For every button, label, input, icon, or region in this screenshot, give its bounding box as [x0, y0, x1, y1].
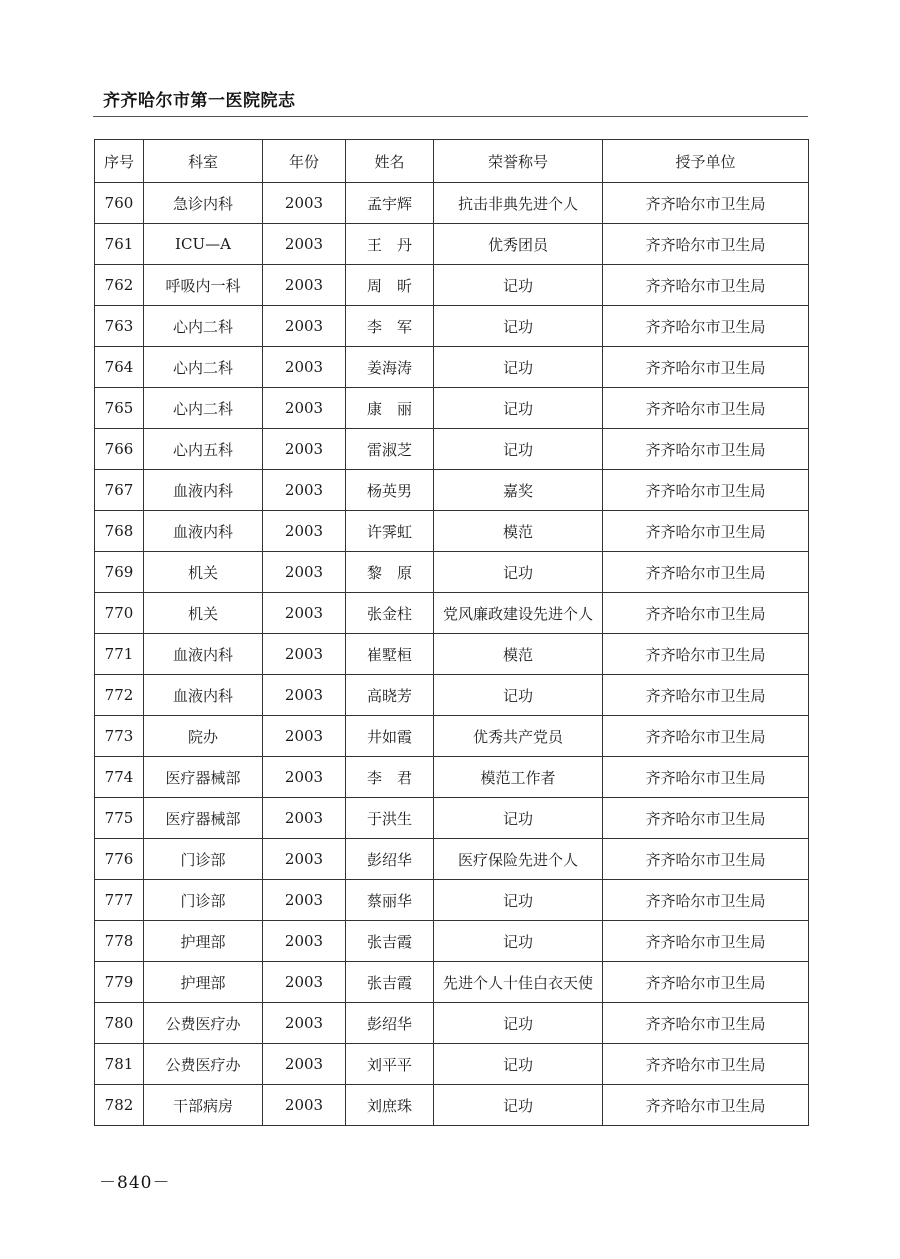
cell-name: 刘平平 [346, 1044, 434, 1085]
cell-name: 井如霞 [346, 716, 434, 757]
cell-department: 机关 [144, 552, 263, 593]
cell-honor-title: 记功 [434, 1003, 603, 1044]
cell-serial: 766 [95, 429, 144, 470]
cell-department: 门诊部 [144, 839, 263, 880]
cell-serial: 778 [95, 921, 144, 962]
cell-serial: 771 [95, 634, 144, 675]
cell-name: 崔墅桓 [346, 634, 434, 675]
cell-name: 周 昕 [346, 265, 434, 306]
cell-year: 2003 [263, 511, 346, 552]
cell-department: 机关 [144, 593, 263, 634]
cell-serial: 777 [95, 880, 144, 921]
cell-name: 于洪生 [346, 798, 434, 839]
running-head: 齐齐哈尔市第一医院院志 [103, 91, 296, 111]
cell-awarding-unit: 齐齐哈尔市卫生局 [603, 552, 809, 593]
cell-department: 护理部 [144, 962, 263, 1003]
cell-serial: 763 [95, 306, 144, 347]
cell-awarding-unit: 齐齐哈尔市卫生局 [603, 839, 809, 880]
cell-awarding-unit: 齐齐哈尔市卫生局 [603, 224, 809, 265]
table-body [95, 183, 809, 1126]
cell-honor-title: 记功 [434, 1044, 603, 1085]
cell-honor-title: 记功 [434, 675, 603, 716]
cell-honor-title: 党风廉政建设先进个人 [434, 593, 603, 634]
table-row [95, 962, 809, 1003]
cell-serial: 764 [95, 347, 144, 388]
cell-serial: 761 [95, 224, 144, 265]
table-row [95, 388, 809, 429]
cell-serial: 781 [95, 1044, 144, 1085]
cell-serial: 773 [95, 716, 144, 757]
cell-name: 雷淑芝 [346, 429, 434, 470]
cell-department: 公费医疗办 [144, 1003, 263, 1044]
cell-serial: 770 [95, 593, 144, 634]
table-row [95, 224, 809, 265]
table-row [95, 757, 809, 798]
cell-awarding-unit: 齐齐哈尔市卫生局 [603, 265, 809, 306]
header-awarding-unit: 授予单位 [603, 140, 809, 183]
cell-serial: 760 [95, 183, 144, 224]
table-header-row [95, 140, 809, 183]
table-row [95, 306, 809, 347]
cell-year: 2003 [263, 429, 346, 470]
cell-awarding-unit: 齐齐哈尔市卫生局 [603, 880, 809, 921]
cell-department: 心内二科 [144, 388, 263, 429]
cell-name: 王 丹 [346, 224, 434, 265]
header-year: 年份 [263, 140, 346, 183]
cell-awarding-unit: 齐齐哈尔市卫生局 [603, 675, 809, 716]
cell-year: 2003 [263, 839, 346, 880]
table-row [95, 429, 809, 470]
cell-year: 2003 [263, 1003, 346, 1044]
cell-awarding-unit: 齐齐哈尔市卫生局 [603, 798, 809, 839]
cell-year: 2003 [263, 183, 346, 224]
cell-department: 院办 [144, 716, 263, 757]
cell-year: 2003 [263, 921, 346, 962]
cell-year: 2003 [263, 675, 346, 716]
cell-name: 刘庶珠 [346, 1085, 434, 1126]
cell-honor-title: 记功 [434, 265, 603, 306]
cell-honor-title: 模范 [434, 511, 603, 552]
cell-department: 呼吸内一科 [144, 265, 263, 306]
table-row [95, 593, 809, 634]
cell-awarding-unit: 齐齐哈尔市卫生局 [603, 388, 809, 429]
table-row [95, 347, 809, 388]
cell-awarding-unit: 齐齐哈尔市卫生局 [603, 1085, 809, 1126]
honor-table [94, 139, 809, 1126]
cell-honor-title: 模范 [434, 634, 603, 675]
cell-year: 2003 [263, 552, 346, 593]
header-honor-title: 荣誉称号 [434, 140, 603, 183]
cell-awarding-unit: 齐齐哈尔市卫生局 [603, 962, 809, 1003]
table-row [95, 511, 809, 552]
cell-honor-title: 记功 [434, 1085, 603, 1126]
cell-serial: 780 [95, 1003, 144, 1044]
cell-awarding-unit: 齐齐哈尔市卫生局 [603, 511, 809, 552]
table-row [95, 798, 809, 839]
cell-serial: 776 [95, 839, 144, 880]
table-row [95, 1085, 809, 1126]
cell-department: 血液内科 [144, 634, 263, 675]
table-row [95, 634, 809, 675]
cell-honor-title: 记功 [434, 388, 603, 429]
cell-department: 医疗器械部 [144, 798, 263, 839]
cell-honor-title: 优秀共产党员 [434, 716, 603, 757]
cell-awarding-unit: 齐齐哈尔市卫生局 [603, 1003, 809, 1044]
cell-honor-title: 抗击非典先进个人 [434, 183, 603, 224]
cell-name: 黎 原 [346, 552, 434, 593]
cell-department: 干部病房 [144, 1085, 263, 1126]
cell-name: 杨英男 [346, 470, 434, 511]
cell-serial: 775 [95, 798, 144, 839]
header-name: 姓名 [346, 140, 434, 183]
cell-awarding-unit: 齐齐哈尔市卫生局 [603, 1044, 809, 1085]
table-row [95, 1044, 809, 1085]
cell-department: 公费医疗办 [144, 1044, 263, 1085]
cell-year: 2003 [263, 962, 346, 1003]
cell-honor-title: 记功 [434, 347, 603, 388]
cell-honor-title: 记功 [434, 880, 603, 921]
cell-name: 张金柱 [346, 593, 434, 634]
cell-honor-title: 医疗保险先进个人 [434, 839, 603, 880]
cell-awarding-unit: 齐齐哈尔市卫生局 [603, 306, 809, 347]
cell-year: 2003 [263, 798, 346, 839]
cell-department: 血液内科 [144, 675, 263, 716]
cell-name: 高晓芳 [346, 675, 434, 716]
cell-honor-title: 记功 [434, 552, 603, 593]
table-row [95, 1003, 809, 1044]
cell-department: 护理部 [144, 921, 263, 962]
cell-name: 李 军 [346, 306, 434, 347]
cell-department: 血液内科 [144, 511, 263, 552]
table-row [95, 839, 809, 880]
cell-serial: 769 [95, 552, 144, 593]
header-department: 科室 [144, 140, 263, 183]
table-row [95, 921, 809, 962]
table-row [95, 183, 809, 224]
cell-serial: 782 [95, 1085, 144, 1126]
cell-awarding-unit: 齐齐哈尔市卫生局 [603, 183, 809, 224]
cell-awarding-unit: 齐齐哈尔市卫生局 [603, 429, 809, 470]
cell-department: 心内二科 [144, 306, 263, 347]
cell-department: 心内二科 [144, 347, 263, 388]
cell-awarding-unit: 齐齐哈尔市卫生局 [603, 921, 809, 962]
cell-department: ICU—A [144, 224, 263, 265]
cell-serial: 768 [95, 511, 144, 552]
cell-awarding-unit: 齐齐哈尔市卫生局 [603, 593, 809, 634]
header-rule [93, 116, 808, 117]
cell-serial: 772 [95, 675, 144, 716]
cell-year: 2003 [263, 1085, 346, 1126]
cell-name: 孟宇辉 [346, 183, 434, 224]
cell-honor-title: 先进个人十佳白衣天使 [434, 962, 603, 1003]
cell-name: 彭绍华 [346, 1003, 434, 1044]
table-row [95, 675, 809, 716]
cell-name: 李 君 [346, 757, 434, 798]
cell-name: 张吉霞 [346, 962, 434, 1003]
cell-year: 2003 [263, 224, 346, 265]
cell-year: 2003 [263, 388, 346, 429]
cell-year: 2003 [263, 880, 346, 921]
cell-year: 2003 [263, 716, 346, 757]
cell-department: 门诊部 [144, 880, 263, 921]
page-number: －840－ [99, 1173, 171, 1193]
cell-awarding-unit: 齐齐哈尔市卫生局 [603, 716, 809, 757]
cell-awarding-unit: 齐齐哈尔市卫生局 [603, 634, 809, 675]
cell-department: 血液内科 [144, 470, 263, 511]
cell-serial: 774 [95, 757, 144, 798]
header-serial: 序号 [95, 140, 144, 183]
cell-awarding-unit: 齐齐哈尔市卫生局 [603, 757, 809, 798]
cell-name: 姜海涛 [346, 347, 434, 388]
cell-name: 蔡丽华 [346, 880, 434, 921]
cell-honor-title: 嘉奖 [434, 470, 603, 511]
cell-honor-title: 记功 [434, 798, 603, 839]
cell-name: 康 丽 [346, 388, 434, 429]
cell-honor-title: 记功 [434, 921, 603, 962]
cell-name: 张吉霞 [346, 921, 434, 962]
cell-year: 2003 [263, 1044, 346, 1085]
cell-year: 2003 [263, 470, 346, 511]
cell-awarding-unit: 齐齐哈尔市卫生局 [603, 470, 809, 511]
cell-honor-title: 模范工作者 [434, 757, 603, 798]
cell-awarding-unit: 齐齐哈尔市卫生局 [603, 347, 809, 388]
cell-name: 许霁虹 [346, 511, 434, 552]
table-row [95, 880, 809, 921]
table-row [95, 265, 809, 306]
cell-year: 2003 [263, 593, 346, 634]
cell-department: 心内五科 [144, 429, 263, 470]
cell-serial: 767 [95, 470, 144, 511]
cell-serial: 779 [95, 962, 144, 1003]
cell-honor-title: 记功 [434, 306, 603, 347]
cell-year: 2003 [263, 634, 346, 675]
cell-honor-title: 记功 [434, 429, 603, 470]
cell-department: 医疗器械部 [144, 757, 263, 798]
cell-serial: 765 [95, 388, 144, 429]
cell-serial: 762 [95, 265, 144, 306]
cell-honor-title: 优秀团员 [434, 224, 603, 265]
cell-name: 彭绍华 [346, 839, 434, 880]
table-row [95, 470, 809, 511]
table-row [95, 552, 809, 593]
cell-year: 2003 [263, 306, 346, 347]
cell-year: 2003 [263, 757, 346, 798]
table-row [95, 716, 809, 757]
cell-department: 急诊内科 [144, 183, 263, 224]
cell-year: 2003 [263, 347, 346, 388]
cell-year: 2003 [263, 265, 346, 306]
